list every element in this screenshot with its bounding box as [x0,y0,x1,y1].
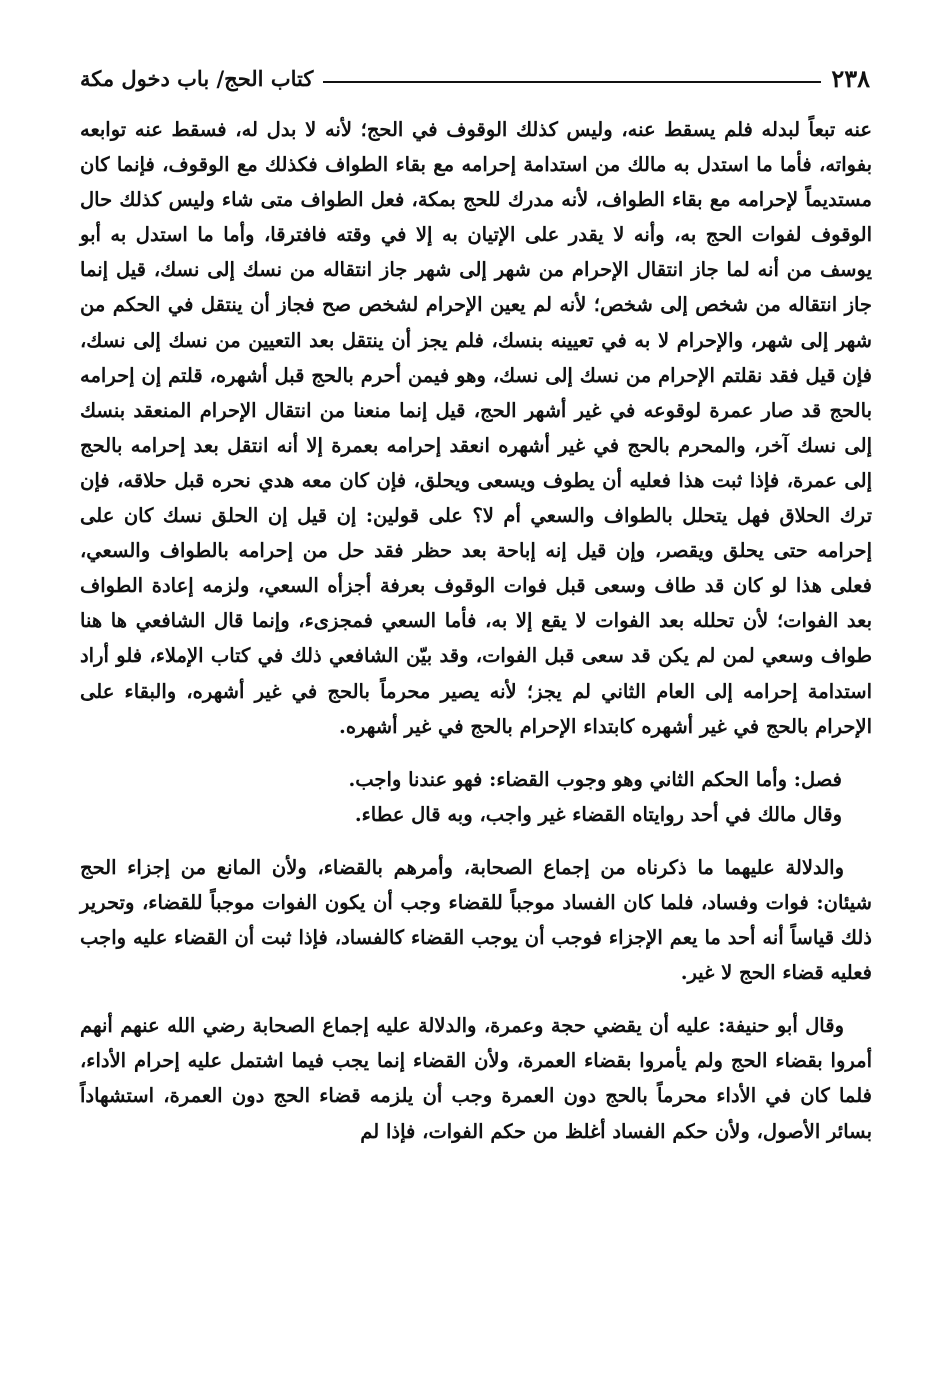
fasl-label: فصل: [793,767,842,791]
fasl-section [80,762,872,832]
page-body [80,112,872,1149]
fasl-text: وأما الحكم الثاني وهو وجوب القضاء: فهو عندنا واجب. [348,767,794,791]
paragraph-3: وقال أبو حنيفة: عليه أن يقضي حجة وعمرة، والدلالة عليه إجماع الصحابة رضي الله عنهم أنهم أمروا بقضاء الحج ولم يأمروا بقضاء العمرة، ولأن القضاء إنما يجب فيما اشتمل عليه إحرام الأداء، فلما كان في الأداء محرماً بالحج دون العمرة وجب أن يلزمه قضاء الحج دون العمرة، استشهاداً بسائر الأصول، ولأن حكم الفساد أغلظ من حكم الفوات، فإذا لم [80,1014,872,1143]
fasl-line-1 [80,762,842,797]
paragraph-2: والدلالة عليهما ما ذكرناه من إجماع الصحابة، وأمرهم بالقضاء، ولأن المانع من إجزاء الحج شيئان: فوات وفساد، فلما كان الفساد موجباً للقضاء وجب أن يكون الفوات موجباً للقضاء، وتحرير ذلك قياساً أنه أحد ما يعم الإجزاء فوجب أن يوجب القضاء كالفساد، فإذا ثبت أن القضاء عليه واجب فعليه قضاء الحج لا غير. [80,855,872,985]
header-rule [323,81,821,83]
fasl-line-2: وقال مالك في أحد روايتاه القضاء غير واجب، وبه قال عطاء. [354,802,842,826]
paragraph-1: عنه تبعاً لبدله فلم يسقط عنه، وليس كذلك الوقوف في الحج؛ لأنه لا بدل له، فسقط عنه توابعه بفواته، فأما ما استدل به مالك من استدامة إحرامه مع بقاء الطواف فكذلك مع الوقوف، فإنما كان مستديماً لإحرامه مع بقاء الطواف، لأنه مدرك للحج بمكة، فعل الطواف متى شاء وليس كذلك حال الوقوف لفوات الحج به، وأنه لا يقدر على الإتيان به إلا في وقته فافترقا، وأما ما استدل به أبو يوسف من أنه لما جاز انتقال الإحرام من شهر إلى شهر جاز انتقاله من نسك إلى نسك، قيل إنما جاز انتقاله من شخص إلى شخص؛ لأنه لم يعين الإحرام لشخص صح فجاز أن ينتقل في الحكم من شهر إلى شهر، والإحرام لا به في تعيينه بنسك، فلم يجز أن ينتقل بعد التعيين من نسك إلى نسك، فإن قيل فقد نقلتم الإحرام من نسك إلى نسك، وهو فيمن أحرم بالحج قبل أشهره، قلتم إن إحرامه بالحج قد صار عمرة لوقوعه في غير أشهر الحج، قيل إنما منعنا من انتقال الإحرام المنعقد بنسك إلى نسك آخر، والمحرم بالحج في غير أشهره انعقد إحرامه بعمرة إلا أنه انتقل بعد إحرامه بالحج إلى عمرة، فإذا ثبت هذا فعليه أن يطوف ويسعى ويحلق، فإن كان معه هدي نحره قبل حلاقه، فإن ترك الحلاق فهل يتحلل بالطواف والسعي أم لا؟ على قولين: إن قيل إن الحلق نسك كان على إحرامه حتى يحلق ويقصر، وإن قيل إنه إباحة بعد حظر فقد حل من إحرامه بالطواف والسعي، فعلى هذا لو كان قد طاف وسعى قبل فوات الوقوف بعرفة أجزأه السعي، ولزمه إعادة الطواف بعد الفوات؛ لأن تحلله بعد الفوات لا يقع إلا به، فأما السعي فمجزىء، وإنما قال الشافعي ها هنا طواف وسعي لمن لم يكن قد سعى قبل الفوات، وقد بيّن الشافعي ذلك في كتاب الإملاء، فلو أراد استدامة إحرامه إلى العام الثاني لم يجز؛ لأنه يصير محرماً بالحج في غير أشهره، والبقاء على الإحرام بالحج في غير أشهره كابتداء الإحرام بالحج في غير أشهره. [80,118,872,738]
page-header [80,60,870,96]
page-number: ٢٣٨ [831,63,870,93]
running-title: كتاب الحج/ باب دخول مكة [80,65,314,91]
